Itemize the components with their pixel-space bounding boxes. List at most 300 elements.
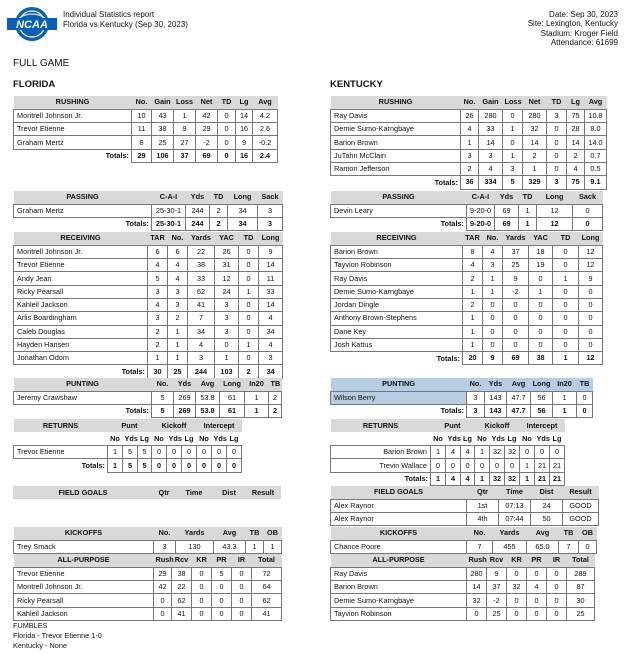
totals-label: Totals: xyxy=(125,406,149,416)
column-header: Long xyxy=(579,232,603,245)
column-header: C-A-I xyxy=(467,191,495,204)
player-row xyxy=(14,446,242,459)
total-cell: 4 xyxy=(446,472,461,485)
total-cell: 16 xyxy=(236,149,253,162)
receiving-title: RECEIVING xyxy=(331,232,463,245)
column-header: Yds xyxy=(123,432,138,445)
player-row xyxy=(331,581,595,594)
player-row xyxy=(14,567,282,580)
column-header: YAC xyxy=(529,232,553,245)
column-header: OB xyxy=(579,527,597,540)
column-header: No. xyxy=(461,96,479,109)
stat-cell: 32 xyxy=(523,123,547,136)
stat-cell: 0 xyxy=(527,567,547,580)
column-header: Yds xyxy=(495,191,519,204)
player-name: Barion Brown xyxy=(331,136,461,149)
stat-cell: 2 xyxy=(269,391,282,404)
player-name: Ray Davis xyxy=(331,109,461,122)
player-name: Tayvion Robinson xyxy=(331,607,467,620)
total-cell: 5 xyxy=(123,459,138,472)
total-cell: 12 xyxy=(537,218,573,231)
fumbles-block xyxy=(13,621,102,651)
player-name: Demie Sumo-Karngbaye xyxy=(331,123,461,136)
stat-cell: 4 xyxy=(168,272,188,285)
florida-passing-table xyxy=(13,191,283,231)
total-cell: 75 xyxy=(567,176,585,189)
player-name: Trevor Etienne xyxy=(14,567,154,580)
player-row xyxy=(331,325,603,338)
total-cell: 47.7 xyxy=(507,405,531,418)
player-row xyxy=(331,109,607,122)
stat-cell: 2 xyxy=(148,325,168,338)
stat-cell: 1 xyxy=(148,352,168,365)
stat-cell: 12 xyxy=(579,259,603,272)
player-row xyxy=(14,352,283,365)
stat-cell: 07:44 xyxy=(499,513,531,526)
player-name: Trey Smack xyxy=(14,540,154,553)
field-goals-header-row xyxy=(331,486,599,499)
stat-cell: 87 xyxy=(567,581,595,594)
stat-cell: 9 xyxy=(487,567,507,580)
stat-cell: 280 xyxy=(523,109,547,122)
stat-cell: 4 xyxy=(461,123,479,136)
column-header: KR xyxy=(192,554,212,567)
stat-cell: 4 xyxy=(461,446,475,459)
return-group-header: Punt xyxy=(431,419,475,432)
player-name: Ricky Pearsall xyxy=(14,594,154,607)
stat-cell: 0 xyxy=(467,607,487,620)
stat-cell: 289 xyxy=(567,567,595,580)
total-cell: 3 xyxy=(258,218,283,231)
stat-cell: 25 xyxy=(503,259,529,272)
stat-cell: 1 xyxy=(483,285,503,298)
stat-cell: 25 xyxy=(152,136,174,149)
player-row xyxy=(331,513,599,526)
column-header: Long xyxy=(228,191,258,204)
stat-cell: 0 xyxy=(579,285,603,298)
column-header: TD xyxy=(553,232,579,245)
stat-cell: 2 xyxy=(567,149,585,162)
stat-cell: 1 xyxy=(463,312,483,325)
fumbles-kentucky: Kentucky - None xyxy=(13,641,67,650)
florida-receiving-table xyxy=(13,232,283,379)
stat-cell: 0 xyxy=(154,607,172,620)
stat-cell: 38 xyxy=(152,123,174,136)
total-cell: 12 xyxy=(579,352,603,365)
florida-returns-table xyxy=(13,419,242,473)
player-row xyxy=(331,272,603,285)
stat-cell: 29 xyxy=(154,567,172,580)
stat-cell: 130 xyxy=(176,540,214,553)
total-cell: 1 xyxy=(520,472,535,485)
stat-cell: 6 xyxy=(168,245,188,258)
column-header: Yds xyxy=(186,191,210,204)
stat-cell: 9 xyxy=(259,245,283,258)
returns-header-row xyxy=(331,419,565,432)
all-purpose-title: ALL-PURPOSE xyxy=(14,554,154,567)
column-header: C-A-I xyxy=(152,191,186,204)
player-name: Jeremy Crawshaw xyxy=(14,391,152,404)
stat-cell: 0 xyxy=(579,312,603,325)
stat-cell: 24 xyxy=(215,285,239,298)
stat-cell: -2 xyxy=(487,594,507,607)
player-name: Montrell Johnson Jr. xyxy=(14,109,132,122)
stat-cell: 8 xyxy=(132,136,152,149)
player-name: Trevin Wallace xyxy=(331,459,431,472)
total-cell: 0 xyxy=(227,459,242,472)
stat-cell: 0 xyxy=(535,446,550,459)
totals-label: Totals: xyxy=(404,474,428,484)
player-row xyxy=(14,204,283,217)
stat-cell: 53.8 xyxy=(196,391,220,404)
stat-cell: 33 xyxy=(259,285,283,298)
receiving-title: RECEIVING xyxy=(14,232,148,245)
total-cell: 0 xyxy=(577,405,593,418)
column-header: Dist xyxy=(213,486,245,499)
column-header: Yds xyxy=(535,432,550,445)
player-name: Hayden Hansen xyxy=(14,338,148,351)
stat-cell: 0 xyxy=(503,325,529,338)
stat-cell: 9 xyxy=(579,272,603,285)
receiving-header-row xyxy=(14,232,283,245)
stat-cell: 3 xyxy=(503,162,523,175)
player-row xyxy=(331,136,607,149)
player-row xyxy=(331,391,593,404)
game-attendance: Attendance: 61699 xyxy=(550,37,618,47)
stat-cell: -0.2 xyxy=(253,136,278,149)
player-row xyxy=(331,540,597,553)
returns-header-row xyxy=(14,419,242,432)
stat-cell: 0 xyxy=(553,245,579,258)
stat-cell: 1 xyxy=(503,149,523,162)
total-cell: 3 xyxy=(467,405,485,418)
column-header: Gain xyxy=(479,96,503,109)
player-row xyxy=(331,285,603,298)
stat-cell: 64 xyxy=(252,581,282,594)
column-header: Avg xyxy=(214,527,246,540)
column-header: Yards xyxy=(503,232,529,245)
kickoffs-title: KICKOFFS xyxy=(331,527,467,540)
stat-cell: 9-20-0 xyxy=(467,204,495,217)
stat-cell: 0 xyxy=(239,259,259,272)
return-group-header: Intercept xyxy=(520,419,565,432)
total-cell: 2 xyxy=(269,405,282,418)
player-name: JuTahn McClain xyxy=(331,149,461,162)
column-header: Sack xyxy=(573,191,603,204)
stat-cell: 41 xyxy=(252,607,282,620)
rushing-title: RUSHING xyxy=(14,96,132,109)
column-header: No. xyxy=(467,527,493,540)
stat-cell: 75 xyxy=(567,109,585,122)
column-header: No xyxy=(152,432,167,445)
stat-cell: 0 xyxy=(553,325,579,338)
player-row xyxy=(14,312,283,325)
stat-cell: 0 xyxy=(232,607,252,620)
passing-header-row xyxy=(14,191,283,204)
stat-cell: 0 xyxy=(483,325,503,338)
stat-cell: 0 xyxy=(218,136,236,149)
stat-cell: 0 xyxy=(553,312,579,325)
player-row xyxy=(331,204,603,217)
stat-cell: 33 xyxy=(188,272,215,285)
totals-label: Totals: xyxy=(436,353,460,363)
florida-rushing-table xyxy=(13,96,278,163)
total-cell: 34 xyxy=(228,218,258,231)
column-header: No. xyxy=(132,96,152,109)
stat-cell: 3 xyxy=(461,149,479,162)
stat-cell: 0 xyxy=(503,312,529,325)
punting-header-row xyxy=(14,378,282,391)
punting-title: PUNTING xyxy=(14,378,152,391)
returns-subheader-row xyxy=(331,432,565,445)
total-cell: 21 xyxy=(550,472,565,485)
total-cell: 0 xyxy=(197,459,212,472)
stat-cell: 42 xyxy=(196,109,218,122)
player-row xyxy=(14,123,278,136)
column-header: Net xyxy=(523,96,547,109)
total-cell: 2 xyxy=(210,218,228,231)
stat-cell: 43.3 xyxy=(214,540,246,553)
totals-row xyxy=(14,218,283,231)
player-row xyxy=(331,123,607,136)
column-header: Dist xyxy=(531,486,563,499)
game-site: Site: Lexington, Kentucky xyxy=(527,19,618,29)
stat-cell: 0 xyxy=(503,136,523,149)
stat-cell: 0 xyxy=(475,459,490,472)
stat-cell: 4 xyxy=(479,162,503,175)
stat-cell: 0 xyxy=(239,325,259,338)
player-row xyxy=(331,245,603,258)
player-name: Barion Brown xyxy=(331,581,467,594)
column-header: Net xyxy=(196,96,218,109)
stat-cell: 0 xyxy=(553,298,579,311)
column-header: Yds xyxy=(485,378,507,391)
stat-cell: 0 xyxy=(577,391,593,404)
stat-cell: 9 xyxy=(503,272,529,285)
stat-cell: 50 xyxy=(531,513,563,526)
column-header: Long xyxy=(537,191,573,204)
stat-cell: 143 xyxy=(485,391,507,404)
column-header: Rush xyxy=(467,554,487,567)
total-cell: 38 xyxy=(529,352,553,365)
stat-cell: 14 xyxy=(236,109,253,122)
stat-cell: 1 xyxy=(239,338,259,351)
player-name: Tayvion Robinson xyxy=(331,259,463,272)
punting-title: PUNTING xyxy=(331,378,467,391)
column-header: TD xyxy=(519,191,537,204)
total-cell: 61 xyxy=(220,405,245,418)
player-name: Alex Raynor xyxy=(331,499,467,512)
column-header: Long xyxy=(259,232,283,245)
total-cell: 34 xyxy=(259,365,283,378)
kickoffs-title: KICKOFFS xyxy=(14,527,154,540)
total-cell: 32 xyxy=(505,472,520,485)
total-cell: 329 xyxy=(523,176,547,189)
player-name: Devin Leary xyxy=(331,204,467,217)
stat-cell: 11 xyxy=(259,272,283,285)
stat-cell: 0 xyxy=(547,594,567,607)
stat-cell: 0 xyxy=(212,594,232,607)
stat-cell: 3 xyxy=(259,352,283,365)
stat-cell: 1 xyxy=(503,123,523,136)
column-header: IR xyxy=(232,554,252,567)
total-cell: 56 xyxy=(531,405,553,418)
kentucky-field-goals-table xyxy=(330,486,599,526)
total-cell: 143 xyxy=(485,405,507,418)
column-header: Yds xyxy=(490,432,505,445)
team-name-florida: FLORIDA xyxy=(13,79,56,90)
stat-cell: 0 xyxy=(192,567,212,580)
stat-cell: 3 xyxy=(483,259,503,272)
stat-cell: 41 xyxy=(172,607,192,620)
column-header: Long xyxy=(531,378,553,391)
stat-cell: 7 xyxy=(559,540,579,553)
stat-cell: 1 xyxy=(519,204,537,217)
stat-cell: 0 xyxy=(547,149,567,162)
totals-row xyxy=(14,405,282,418)
stat-cell: 14 xyxy=(259,259,283,272)
stat-cell: 65.0 xyxy=(527,540,559,553)
stat-cell: 3 xyxy=(154,540,176,553)
stat-cell: 0 xyxy=(529,325,553,338)
stat-cell: 0 xyxy=(232,567,252,580)
stat-cell: 3 xyxy=(215,312,239,325)
column-header: In20 xyxy=(553,378,577,391)
report-title: Individual Statistics report xyxy=(63,10,155,19)
stat-cell: 244 xyxy=(186,204,210,217)
stat-cell: 1 xyxy=(168,338,188,351)
stat-cell: 0 xyxy=(154,594,172,607)
stat-cell: 0 xyxy=(547,607,567,620)
totals-label: Totals: xyxy=(440,406,464,416)
total-cell: 69 xyxy=(196,149,218,162)
stat-cell: 0 xyxy=(167,446,182,459)
stat-cell: 0 xyxy=(218,109,236,122)
stat-cell: 0 xyxy=(212,581,232,594)
stat-cell: 4 xyxy=(148,298,168,311)
totals-row xyxy=(14,365,283,378)
totals-label: Totals: xyxy=(121,366,145,376)
stat-cell: 1 xyxy=(553,391,577,404)
player-row xyxy=(331,338,603,351)
column-header: OB xyxy=(264,527,282,540)
return-group-header: Intercept xyxy=(197,419,242,432)
stat-cell: 3 xyxy=(479,149,503,162)
rushing-header-row xyxy=(14,96,278,109)
stat-cell: 0 xyxy=(212,607,232,620)
stat-cell: 4 xyxy=(259,312,283,325)
stat-cell: 0 xyxy=(232,594,252,607)
column-header: TAR xyxy=(148,232,168,245)
column-header: TAR xyxy=(463,232,483,245)
total-cell: 25 xyxy=(168,365,188,378)
stat-cell: 4 xyxy=(188,338,215,351)
stat-cell: 62 xyxy=(252,594,282,607)
player-name: Trevor Etienne xyxy=(14,259,148,272)
stat-cell: 14 xyxy=(259,298,283,311)
stat-cell: 29 xyxy=(196,123,218,136)
stat-cell: 38 xyxy=(188,259,215,272)
stat-cell: 32 xyxy=(507,581,527,594)
stat-cell: 0 xyxy=(529,312,553,325)
kentucky-receiving-table xyxy=(330,232,603,365)
total-cell: 0 xyxy=(182,459,197,472)
return-group-header: Punt xyxy=(108,419,152,432)
stat-cell: 3 xyxy=(258,204,283,217)
total-cell: 5 xyxy=(503,176,523,189)
total-cell: 334 xyxy=(479,176,503,189)
total-cell: 5 xyxy=(152,405,174,418)
stat-cell: 280 xyxy=(479,109,503,122)
column-header: Yards xyxy=(493,527,527,540)
stat-cell: 6 xyxy=(148,245,168,258)
stat-cell: 0 xyxy=(182,446,197,459)
stat-cell: 25 xyxy=(567,607,595,620)
column-header: Rush xyxy=(154,554,172,567)
stat-cell: 4 xyxy=(168,259,188,272)
kentucky-punting-table xyxy=(330,378,593,418)
player-row xyxy=(331,594,595,607)
report-header xyxy=(63,10,188,29)
player-name: Jonathan Odom xyxy=(14,352,148,365)
totals-label: Totals: xyxy=(81,460,105,470)
stat-cell: 1 xyxy=(245,391,269,404)
stat-cell: 21 xyxy=(535,459,550,472)
stat-cell: 0 xyxy=(520,446,535,459)
player-name: Andy Jean xyxy=(14,272,148,285)
player-row xyxy=(331,149,607,162)
field-goals-title: FIELD GOALS xyxy=(13,486,153,499)
return-group-header: Kickoff xyxy=(152,419,197,432)
stat-cell: 2.6 xyxy=(253,123,278,136)
stat-cell: 5 xyxy=(212,567,232,580)
stat-cell: 1 xyxy=(523,162,547,175)
player-row xyxy=(331,298,603,311)
florida-all-purpose-table xyxy=(13,554,282,621)
stat-cell: 0 xyxy=(553,259,579,272)
fumbles-florida: Florida - Trevor Etienne 1-0 xyxy=(13,631,102,640)
stat-cell: 62 xyxy=(172,594,192,607)
stat-cell: 0 xyxy=(553,338,579,351)
returns-title: RETURNS xyxy=(14,419,108,432)
total-cell: 5 xyxy=(138,459,152,472)
column-header: Lg xyxy=(138,432,152,445)
column-header: IR xyxy=(547,554,567,567)
ncaa-logo-text: NCAA xyxy=(16,19,48,31)
player-name: Demie Sumo-Karngbaye xyxy=(331,285,463,298)
total-cell: 9-20-0 xyxy=(467,218,495,231)
game-stadium: Stadium: Kroger Field xyxy=(540,28,618,38)
stat-cell: 4 xyxy=(259,338,283,351)
stat-cell: -2 xyxy=(503,285,529,298)
stat-cell: 455 xyxy=(493,540,527,553)
column-header: Lg xyxy=(236,96,253,109)
player-name: Wilson Berry xyxy=(331,391,467,404)
stat-cell: 9 xyxy=(174,123,196,136)
stat-cell: 2 xyxy=(523,149,547,162)
player-row xyxy=(331,312,603,325)
column-header: Rcv xyxy=(172,554,192,567)
stat-cell: 28 xyxy=(567,123,585,136)
player-name: Ray Davis xyxy=(331,272,463,285)
total-cell: 20 xyxy=(463,352,483,365)
stat-cell: 269 xyxy=(174,391,196,404)
player-name: Barion Brown xyxy=(331,446,431,459)
stat-cell: 14 xyxy=(467,581,487,594)
stat-cell: 0 xyxy=(192,581,212,594)
column-header: Lg xyxy=(505,432,520,445)
florida-kickoffs-table xyxy=(13,527,282,554)
